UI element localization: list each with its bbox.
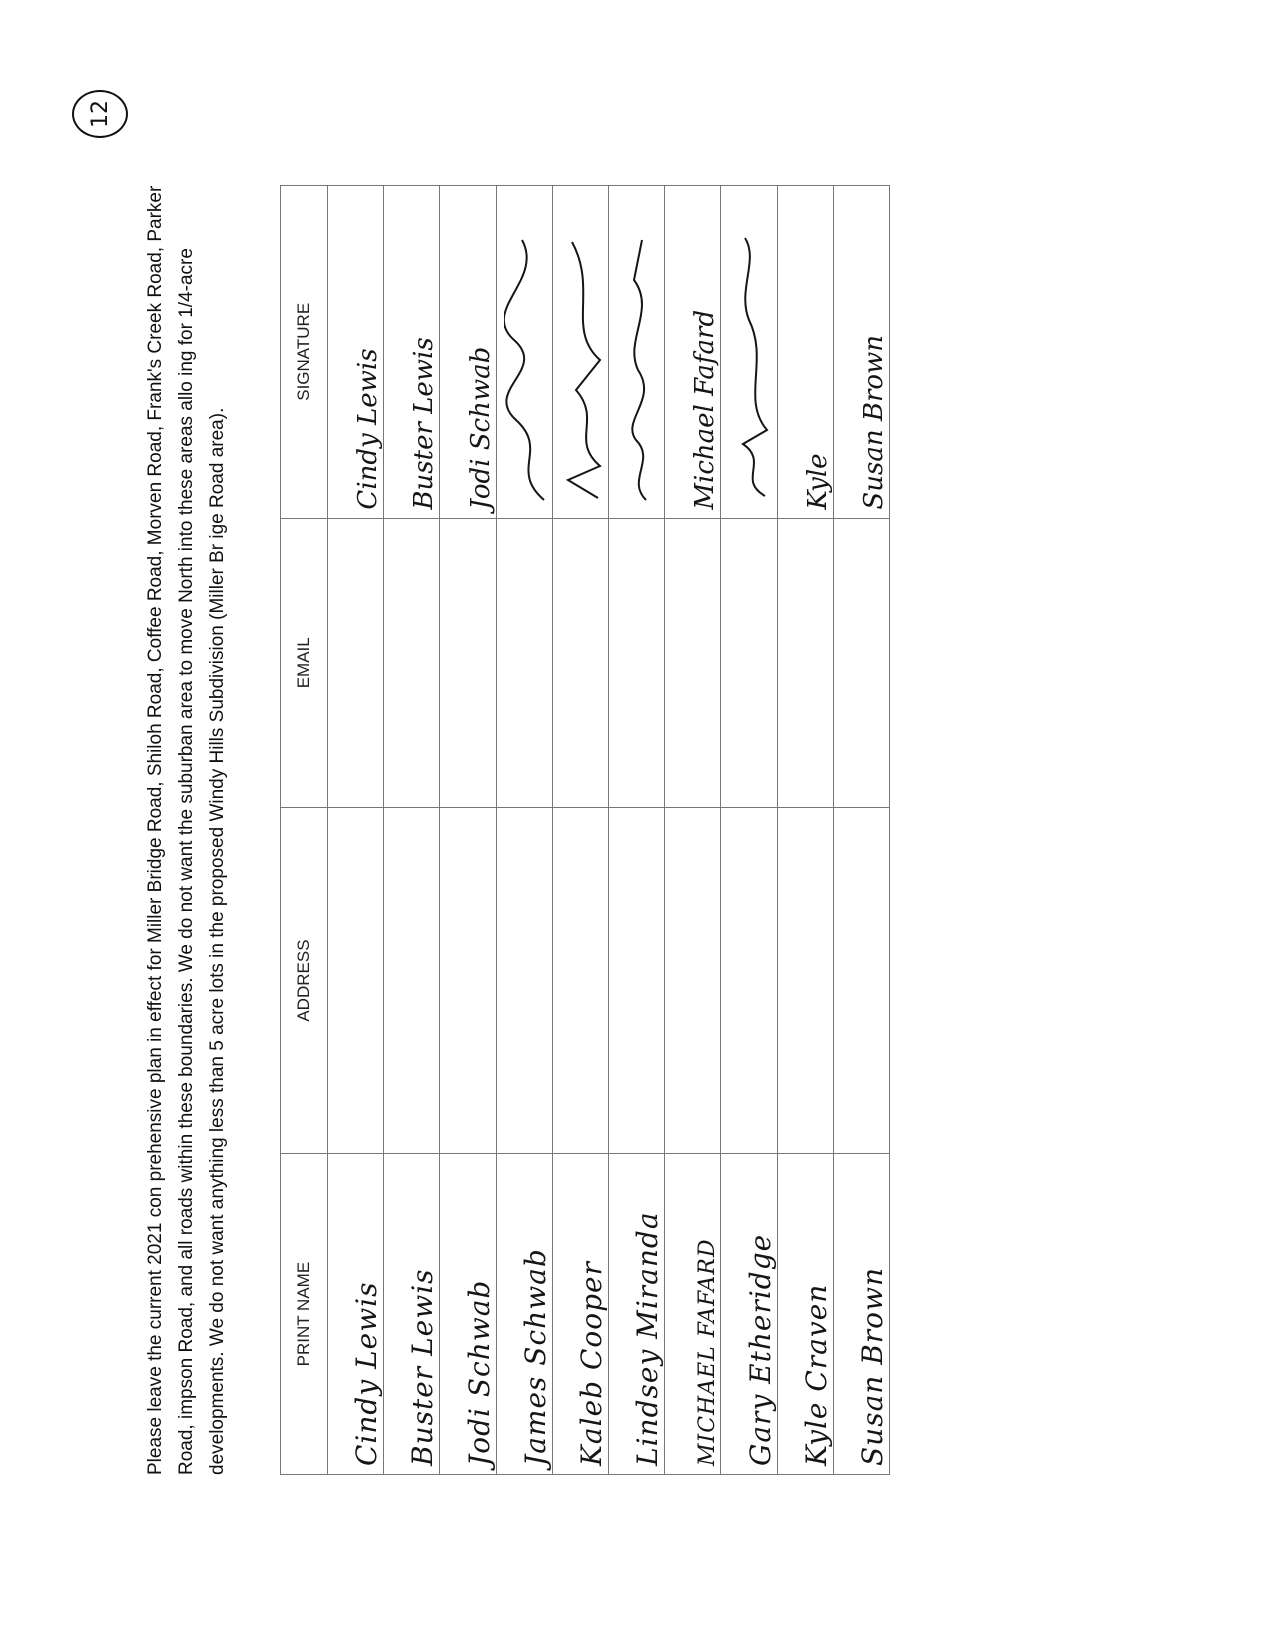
address-cell: [552, 807, 608, 1153]
print-name-cell: [384, 1154, 440, 1475]
signature: Susan Brown: [859, 334, 889, 510]
table-row: [777, 186, 833, 1475]
signature-cell: [440, 186, 496, 519]
table-row: [328, 186, 384, 1475]
table-row: [665, 186, 721, 1475]
print-name: Kyle Craven: [799, 1283, 833, 1466]
signature-cell: [496, 186, 552, 519]
table-row: [384, 186, 440, 1475]
print-name: Kaleb Cooper: [574, 1261, 608, 1466]
page-number-text: 12: [87, 100, 113, 128]
signature-scrawl: [560, 230, 608, 510]
print-name: Buster Lewis: [406, 1268, 440, 1466]
header-address: ADDRESS: [281, 807, 328, 1153]
signature-scrawl: [729, 230, 777, 510]
signature-table: [280, 185, 890, 1475]
print-name: Lindsey Miranda: [631, 1211, 665, 1466]
print-name: MICHAEL FAFARD: [695, 1238, 721, 1466]
signature-scrawl: [616, 230, 664, 510]
address-cell: [721, 807, 777, 1153]
table-row: [496, 186, 552, 1475]
signature-cell: [721, 186, 777, 519]
print-name-cell: [608, 1154, 664, 1475]
print-name-cell: [552, 1154, 608, 1475]
document-body: [140, 185, 940, 1475]
address-cell: [384, 807, 440, 1153]
print-name-cell: [721, 1154, 777, 1475]
address-cell: [496, 807, 552, 1153]
signature: Buster Lewis: [409, 337, 440, 510]
email-cell: [608, 518, 664, 807]
email-cell: [440, 518, 496, 807]
print-name-cell: [328, 1154, 384, 1475]
address-cell: [665, 807, 721, 1153]
table-row: [721, 186, 777, 1475]
print-name-cell: [665, 1154, 721, 1475]
signature-scrawl: [504, 230, 552, 510]
header-signature: SIGNATURE: [281, 186, 328, 519]
signature-cell: [777, 186, 833, 519]
print-name-cell: [833, 1154, 889, 1475]
signature: Cindy Lewis: [353, 348, 384, 510]
email-cell: [721, 518, 777, 807]
email-cell: [665, 518, 721, 807]
print-name-cell: [496, 1154, 552, 1475]
email-cell: [833, 518, 889, 807]
signature-cell: [665, 186, 721, 519]
table-row: [552, 186, 608, 1475]
table-row: [440, 186, 496, 1475]
email-cell: [552, 518, 608, 807]
table-row: [833, 186, 889, 1475]
print-name: Gary Etheridge: [743, 1233, 777, 1466]
signature: Jodi Schwab: [465, 346, 496, 510]
print-name: James Schwab: [518, 1248, 552, 1466]
signature-cell: [552, 186, 608, 519]
address-cell: [440, 807, 496, 1153]
table-header-row: [281, 186, 328, 1475]
print-name: Cindy Lewis: [350, 1281, 384, 1466]
petition-statement: Please leave the current 2021 con prehensive plan in effect for Miller Bridge Road, Shiloh Road, Coffee Road, Morven Road, Frank's Creek Road, Parker Road, impson Road, and all roads within these boundaries. We do not want the suburban area to move North into these areas allo ing for 1/4-acre developments. We do not want anything less than 5 acre lots in the proposed Windy Hills Subdivision (Miller Br ige Road area).: [145, 185, 228, 1475]
print-name: Susan Brown: [856, 1266, 889, 1466]
page-number: [72, 90, 128, 138]
print-name-cell: [440, 1154, 496, 1475]
header-email: EMAIL: [281, 518, 328, 807]
email-cell: [328, 518, 384, 807]
table-row: [608, 186, 664, 1475]
signature-cell: [608, 186, 664, 519]
signature-cell: [833, 186, 889, 519]
print-name: Jodi Schwab: [462, 1279, 496, 1466]
signature-cell: [384, 186, 440, 519]
header-print-name: PRINT NAME: [281, 1154, 328, 1475]
email-cell: [496, 518, 552, 807]
signature: Michael Fafard: [690, 309, 721, 510]
email-cell: [777, 518, 833, 807]
email-cell: [384, 518, 440, 807]
signature-cell: [328, 186, 384, 519]
address-cell: [328, 807, 384, 1153]
address-cell: [833, 807, 889, 1153]
signature: Kyle: [802, 453, 833, 510]
print-name-cell: [777, 1154, 833, 1475]
address-cell: [777, 807, 833, 1153]
address-cell: [608, 807, 664, 1153]
